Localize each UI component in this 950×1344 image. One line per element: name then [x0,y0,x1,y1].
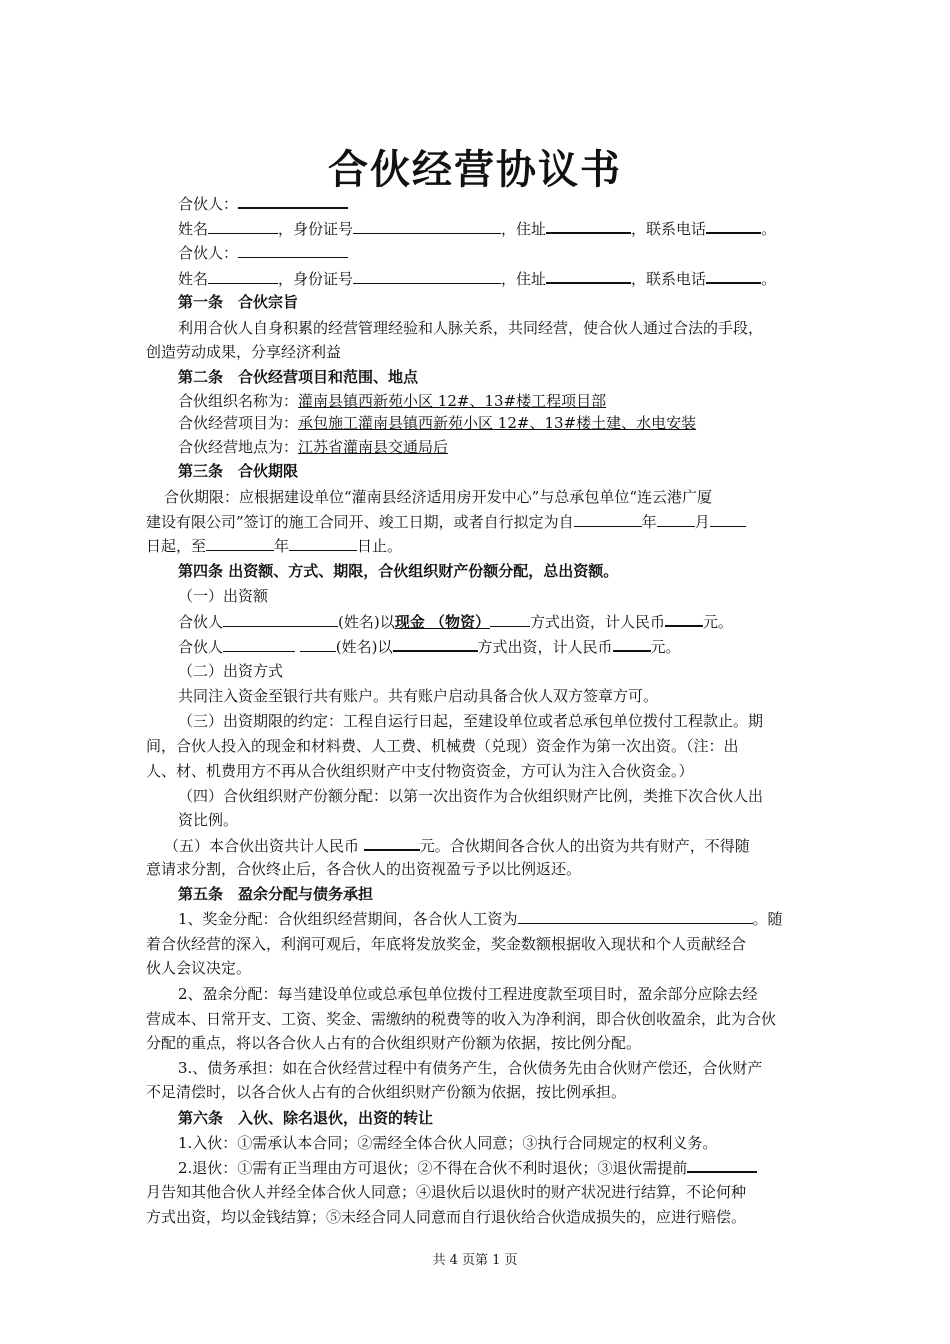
project-line: 合伙经营项目为：承包施工灌南县镇西新苑小区 12#、13#楼土建、水电安装 [178,414,697,432]
total-para: （五）本合伙出资共计人民币 元。合伙期间各合伙人的出资为共有财产，不得随 [164,837,750,855]
join-para: 1.入伙：①需承认本合同；②需经全体合伙人同意；③执行合同规定的权利义务。 [178,1134,718,1152]
contribution-line-1: 合伙人 (姓名)以现金 （物资） 方式出资，计人民币 元。 [178,613,733,631]
surplus-para-2: 营成本、日常开支、工资、奖金、需缴纳的税费等的收入为净利润，即合伙创收盈余，此为合伙 [146,1010,777,1028]
term-para-3: 日起，至 年 日止。 [146,537,403,555]
bonus-para-3: 伙人会议决定。 [146,959,252,977]
debt-para: 3.、债务承担：如在合伙经营过程中有债务产生，合伙债务先由合伙财产偿还，合伙财产 [178,1059,763,1077]
withdraw-para-2: 月告知其他合伙人并经全体合伙人同意；④退伙后以退伙时的财产状况进行结算，不论何种 [146,1183,747,1201]
location-line: 合伙经营地点为：江苏省灌南县交通局后 [178,438,449,456]
share-para: （四）合伙组织财产份额分配：以第一次出资作为合伙组织财产比例，类推下次合伙人出 [178,787,764,805]
withdraw-para-3: 方式出资，均以金钱结算；⑤未经合同人同意而自行退伙给合伙造成损失的，应进行赔偿。 [146,1208,747,1226]
article-3-heading: 第三条 合伙期限 [178,462,299,480]
debt-para-2: 不足清偿时，以各合伙人占有的合伙组织财产份额为依据，按比例承担。 [146,1083,627,1101]
partner-2-info: 姓名 ，身份证号 ，住址 ，联系电话 。 [178,270,777,288]
contribution-line-2: 合伙人 (姓名)以 方式出资，计人民币 元。 [178,638,681,656]
article-5-heading: 第五条 盈余分配与债务承担 [178,885,374,903]
article-2-heading: 第二条 合伙经营项目和范围、地点 [178,368,419,386]
article-1-para: 利用合伙人自身积累的经营管理经验和人脉关系，共同经营，使合伙人通过合法的手段， [178,319,764,337]
deadline-para: （三）出资期限的约定：工程自运行日起，至建设单位或者总承包单位拨付工程款止。期 [178,712,764,730]
term-para-2: 建设有限公司”签订的施工合同开、竣工日期，或者自行拟定为自 年 月 [146,512,811,533]
bonus-para: 1、奖金分配：合伙组织经营期间，各合伙人工资为 。随 [178,910,783,928]
article-4-heading: 第四条 出资额、方式、期限，合伙组织财产份额分配，总出资额。 [178,562,619,580]
document-title: 合伙经营协议书 [328,147,622,193]
total-para-2: 意请求分割，合伙终止后，各合伙人的出资视盈亏予以比例返还。 [146,860,582,878]
article-1-para-cont: 创造劳动成果，分享经济利益 [146,343,342,361]
partner-2-label: 合伙人： [178,243,843,264]
section-contribution: （一）出资额 [178,587,269,605]
page-footer: 共 4 页第 1 页 [432,1253,518,1268]
partner-1-info: 姓名 ，身份证号 ，住址 ，联系电话 。 [178,220,777,238]
surplus-para: 2、盈余分配：每当建设单位或总承包单位拨付工程进度款至项目时，盈余部分应除去经 [178,985,758,1003]
surplus-para-3: 分配的重点，将以各合伙人占有的合伙组织财产份额为依据，按比例分配。 [146,1034,642,1052]
method-para: 共同注入资金至银行共有账户。共有账户启动具备合伙人双方签章方可。 [178,687,659,705]
deadline-para-2: 间，合伙人投入的现金和材料费、人工费、机械费（兑现）资金作为第一次出资。（注：出 [146,737,739,755]
share-para-2: 资比例。 [178,811,239,829]
bonus-para-2: 着合伙经营的深入，利润可观后，年底将发放奖金，奖金数额根据收入现状和个人贡献经合 [146,935,747,953]
term-para: 合伙期限：应根据建设单位“灌南县经济适用房开发中心”与总承包单位“连云港广厦 [164,488,713,506]
org-name-line: 合伙组织名称为：灌南县镇西新苑小区 12#、13#楼工程项目部 [178,392,607,410]
deadline-para-3: 人、材、机费用方不再从合伙组织财产中支付物资资金，方可认为注入合伙资金。） [146,762,694,780]
article-1-heading: 第一条 合伙宗旨 [178,293,299,311]
partner-1-label: 合伙人： [178,193,843,215]
withdraw-para: 2.退伙：①需有正当理由方可退伙；②不得在合伙不利时退伙；③退伙需提前 [178,1157,843,1179]
section-method: （二）出资方式 [178,662,284,680]
article-6-heading: 第六条 入伙、除名退伙，出资的转让 [178,1109,434,1127]
